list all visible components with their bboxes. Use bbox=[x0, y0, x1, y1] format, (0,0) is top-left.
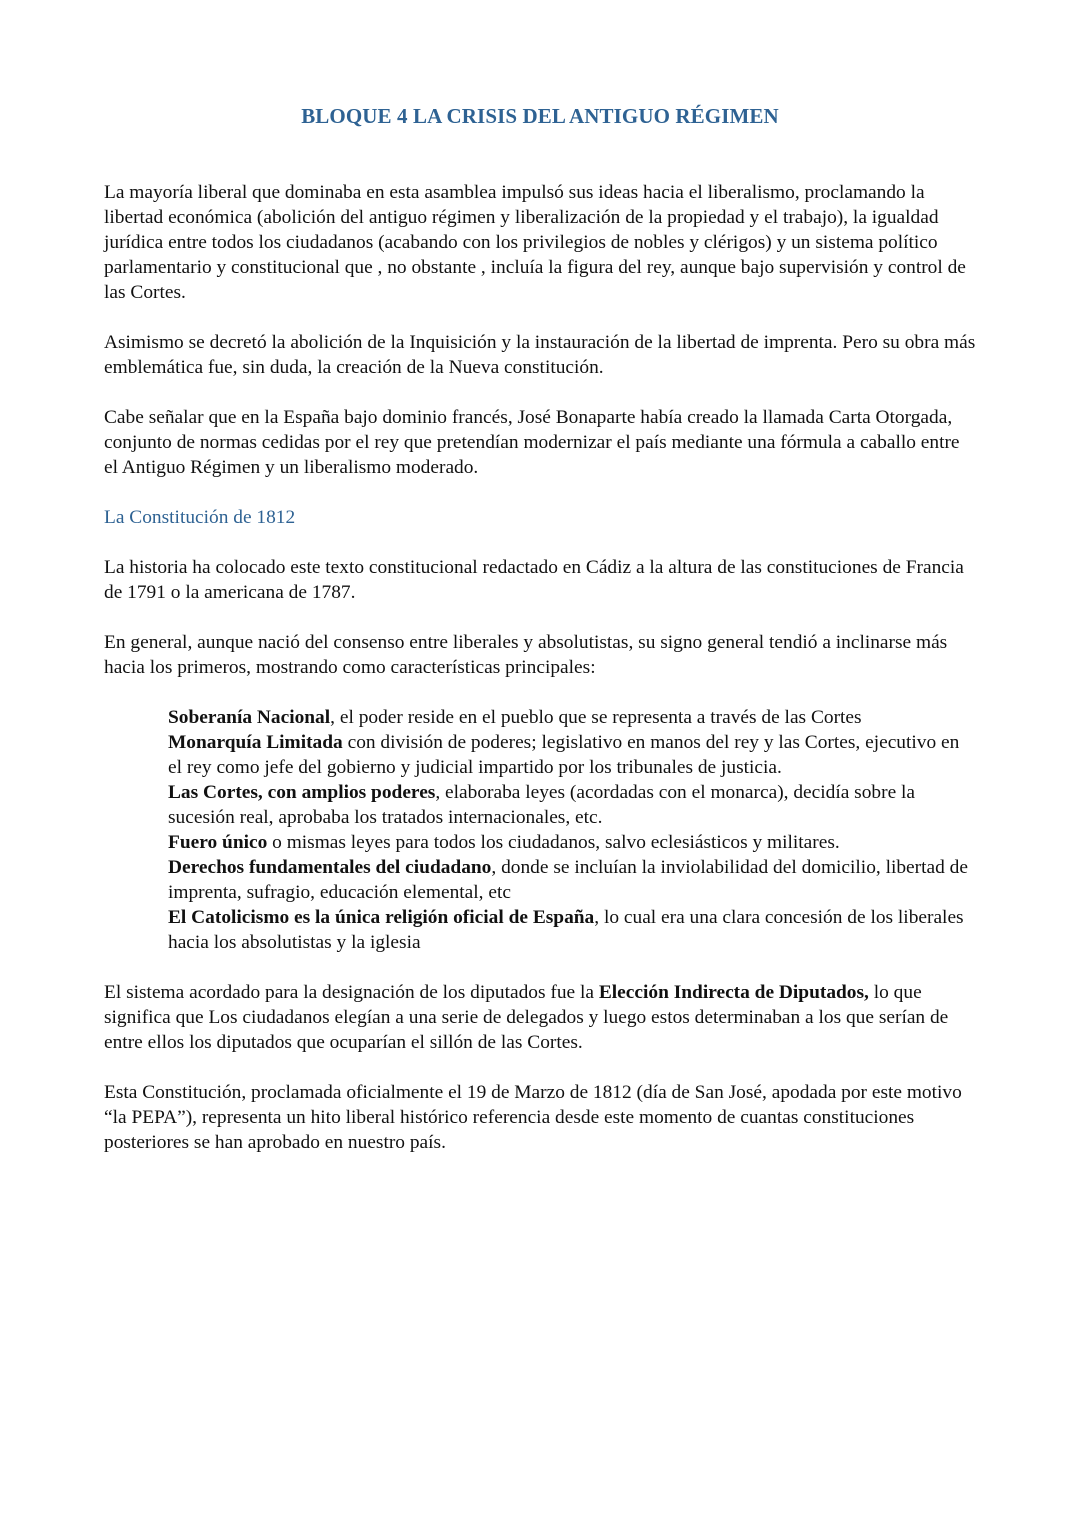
feature-term: Derechos fundamentales del ciudadano bbox=[168, 857, 492, 878]
feature-term: Soberanía Nacional bbox=[168, 707, 331, 728]
paragraph-general-characteristics: En general, aunque nació del consenso entre liberales y absolutistas, su signo general tendió a inclinarse más hacia los primeros, mostrando como características principales: bbox=[104, 632, 948, 678]
indirect-election-intro: El sistema acordado para la designación de los diputados fue la bbox=[104, 982, 599, 1003]
feature-description: , donde se incluían la inviolabilidad del domicilio, libertad de imprenta, sufragio, educación elemental, etc bbox=[168, 857, 968, 903]
paragraph-historical-context: La historia ha colocado este texto constitucional redactado en Cádiz a la altura de las constituciones de Francia de 1791 o la americana de 1787. bbox=[104, 557, 964, 603]
feature-term: Las Cortes, con amplios poderes bbox=[168, 782, 436, 803]
feature-description: o mismas leyes para todos los ciudadanos, salvo eclesiásticos y militares. bbox=[267, 832, 840, 853]
feature-term: Fuero único bbox=[168, 832, 268, 853]
paragraph-liberal-majority: La mayoría liberal que dominaba en esta asamblea impulsó sus ideas hacia el liberalismo, proclamando la libertad económica (abolición del antiguo régimen y liberalización de la propiedad y el trabajo), la igualdad jurídica entre todos los ciudadanos (acabando con los privilegios de nobles y clérigos) y un sistema político parlamentario y constitucional que , no obstante , incluía la figura del rey, aunque bajo supervisión y control de las Cortes. bbox=[104, 182, 966, 303]
page-title: BLOQUE 4 LA CRISIS DEL ANTIGUO RÉGIMEN bbox=[301, 104, 779, 128]
feature-term: Monarquía Limitada bbox=[168, 732, 343, 753]
feature-item bbox=[168, 855, 976, 905]
feature-item bbox=[168, 780, 976, 830]
feature-term: El Catolicismo es la única religión oficial de España bbox=[168, 907, 595, 928]
indirect-election-term: Elección Indirecta de Diputados, bbox=[598, 982, 869, 1003]
paragraph-indirect-election bbox=[104, 980, 976, 1055]
feature-description: , elaboraba leyes (acordadas con el monarca), decidía sobre la sucesión real, aprobaba los tratados internacionales, etc. bbox=[168, 782, 916, 828]
section-heading-constitucion-1812: La Constitución de 1812 bbox=[104, 507, 296, 528]
paragraph-la-pepa: Esta Constitución, proclamada oficialmente el 19 de Marzo de 1812 (día de San José, apodada por este motivo “la PEPA”), representa un hito liberal histórico referencia desde este momento de cuantas constituciones posteriores se han aprobado en nuestro país. bbox=[104, 1082, 962, 1153]
feature-description: , el poder reside en el pueblo que se representa a través de las Cortes bbox=[330, 707, 862, 728]
paragraph-inquisition-abolition: Asimismo se decretó la abolición de la Inquisición y la instauración de la libertad de imprenta. Pero su obra más emblemática fue, sin duda, la creación de la Nueva constitución. bbox=[104, 332, 976, 378]
feature-item bbox=[168, 830, 976, 855]
document-body bbox=[104, 180, 976, 1180]
feature-item bbox=[168, 730, 976, 780]
paragraph-carta-otorgada: Cabe señalar que en la España bajo dominio francés, José Bonaparte había creado la llamada Carta Otorgada, conjunto de normas cedidas por el rey que pretendían modernizar el país mediante una fórmula a caballo entre el Antiguo Régimen y un liberalismo moderado. bbox=[104, 407, 960, 478]
feature-description: con división de poderes; legislativo en manos del rey y las Cortes, ejecutivo en el rey como jefe del gobierno y judicial impartido por los tribunales de justicia. bbox=[168, 732, 960, 778]
feature-item bbox=[168, 705, 976, 730]
features-list bbox=[104, 705, 976, 955]
feature-description: , lo cual era una clara concesión de los liberales hacia los absolutistas y la iglesia bbox=[168, 907, 964, 953]
indirect-election-explanation: lo que significa que Los ciudadanos elegían a una serie de delegados y luego estos determinaban a los que serían de entre ellos los diputados que ocuparían el sillón de las Cortes. bbox=[104, 982, 949, 1053]
feature-item bbox=[168, 905, 976, 955]
